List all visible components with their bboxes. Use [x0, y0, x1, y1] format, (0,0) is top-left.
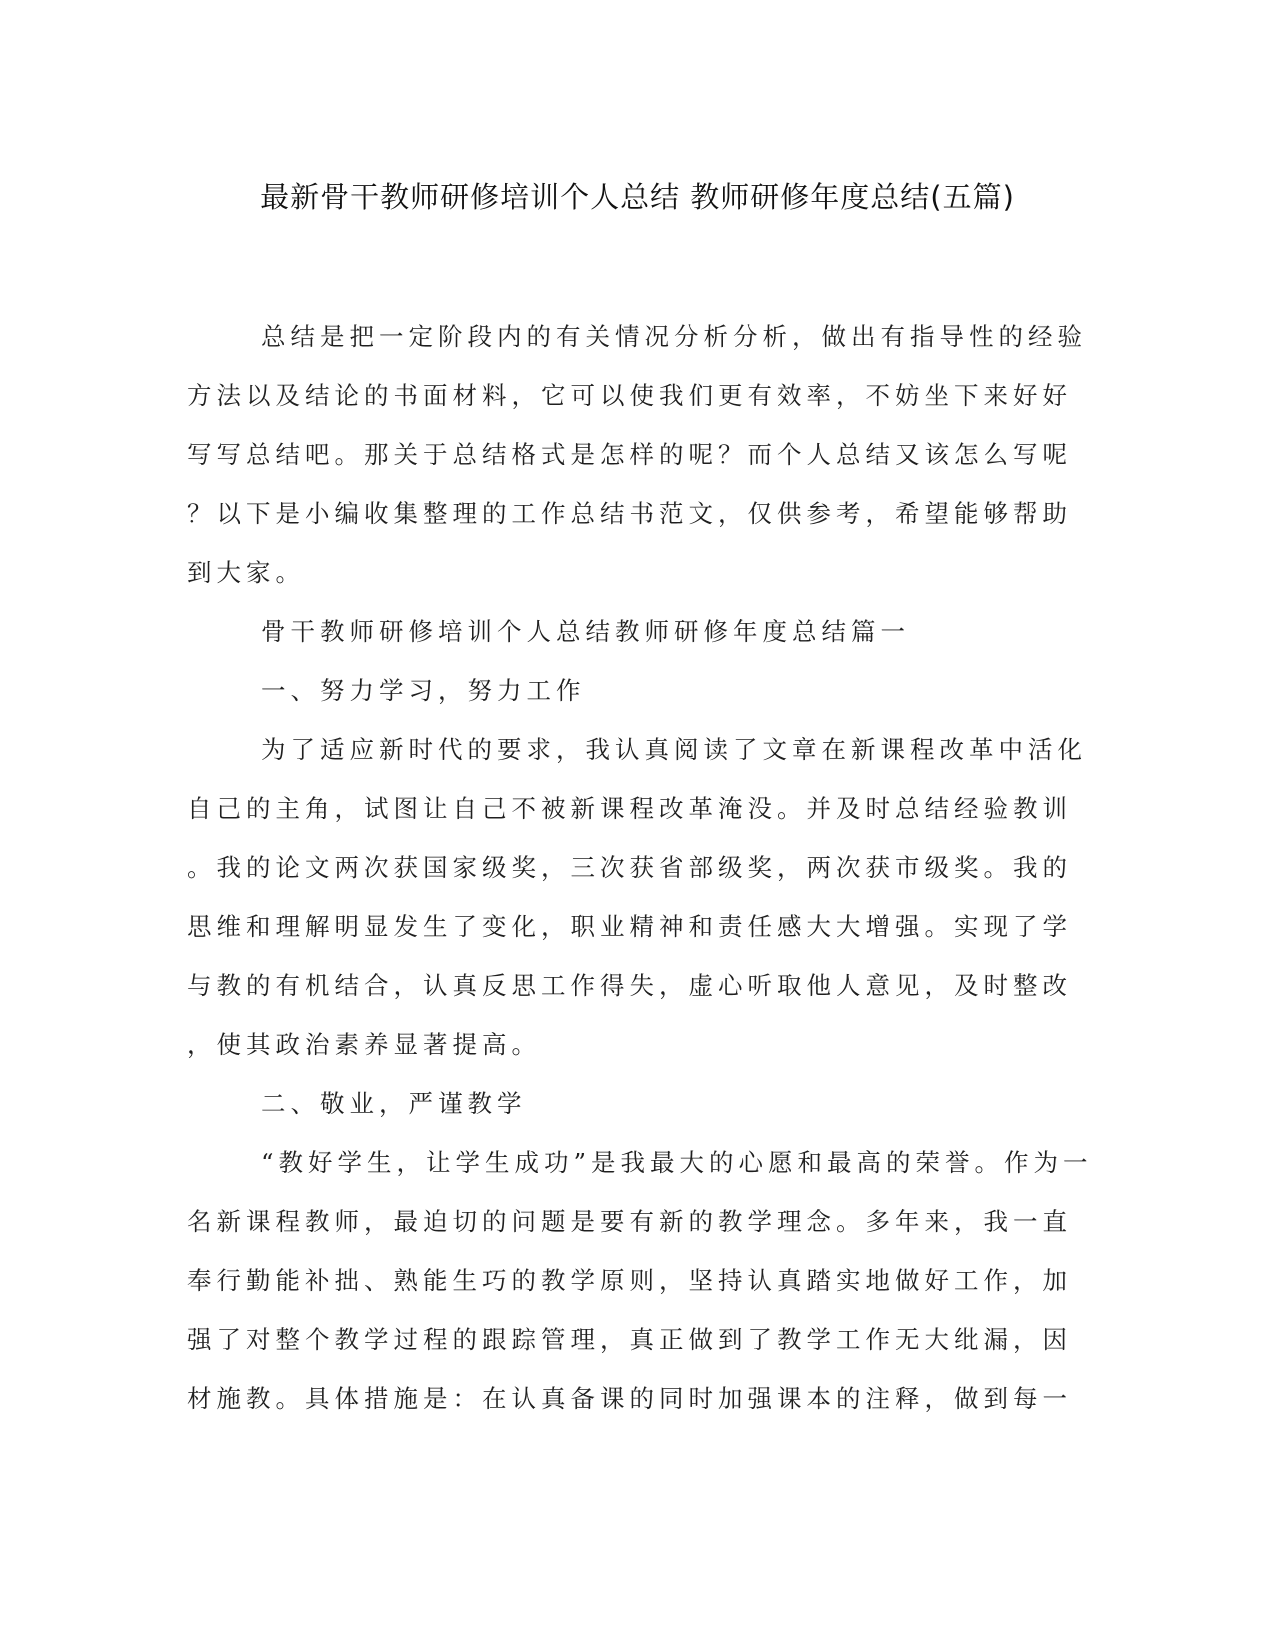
subsection-heading: 一、努力学习，努力工作 [261, 676, 586, 705]
body-line: 思维和理解明显发生了变化，职业精神和责任感大大增强。实现了学 [187, 912, 1072, 941]
body-line: 强了对整个教学过程的跟踪管理，真正做到了教学工作无大纰漏，因 [187, 1325, 1072, 1354]
body-line: “教好学生，让学生成功”是我最大的心愿和最高的荣誉。作为一 [261, 1148, 1093, 1177]
body-line: 到大家。 [187, 558, 305, 587]
body-line: 自己的主角，试图让自己不被新课程改革淹没。并及时总结经验教训 [187, 794, 1072, 823]
body-line: 总结是把一定阶段内的有关情况分析分析，做出有指导性的经验 [261, 322, 1087, 351]
body-line: 。我的论文两次获国家级奖，三次获省部级奖，两次获市级奖。我的 [187, 853, 1072, 882]
body-line: 方法以及结论的书面材料，它可以使我们更有效率，不妨坐下来好好 [187, 381, 1072, 410]
body-line: 材施教。具体措施是：在认真备课的同时加强课本的注释，做到每一 [187, 1384, 1072, 1413]
body-line: ？以下是小编收集整理的工作总结书范文，仅供参考，希望能够帮助 [187, 499, 1072, 528]
body-line: 为了适应新时代的要求，我认真阅读了文章在新课程改革中活化 [261, 735, 1087, 764]
subsection-heading: 二、敬业，严谨教学 [261, 1089, 527, 1118]
body-line: 奉行勤能补拙、熟能生巧的教学原则，坚持认真踏实地做好工作，加 [187, 1266, 1072, 1295]
body-line: 写写总结吧。那关于总结格式是怎样的呢？而个人总结又该怎么写呢 [187, 440, 1072, 469]
body-line: 名新课程教师，最迫切的问题是要有新的教学理念。多年来，我一直 [187, 1207, 1072, 1236]
body-line: ，使其政治素养显著提高。 [187, 1030, 541, 1059]
section-heading: 骨干教师研修培训个人总结教师研修年度总结篇一 [261, 617, 910, 646]
body-line: 与教的有机结合，认真反思工作得失，虚心听取他人意见，及时整改 [187, 971, 1072, 1000]
document-title: 最新骨干教师研修培训个人总结 教师研修年度总结(五篇) [260, 180, 1015, 214]
